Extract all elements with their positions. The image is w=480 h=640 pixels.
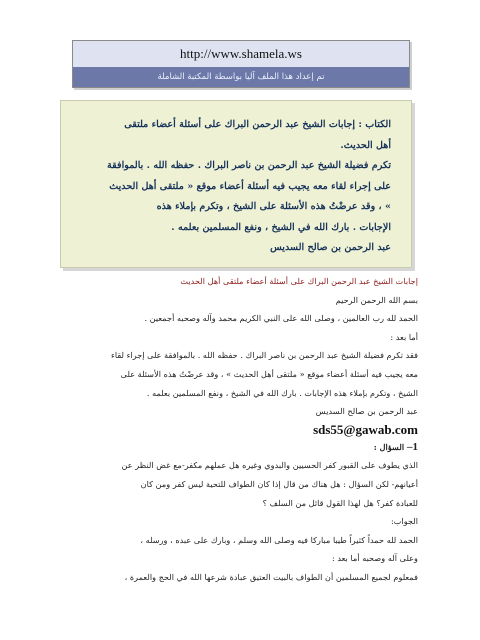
header-note: تم إعداد هذا الملف آليا بواسطة المكتبة الشاملة <box>73 67 409 87</box>
body-line: بسم الله الرحمن الرحيم <box>335 294 418 305</box>
body-line: معه يجيب فيه أسئلة أعضاء موقع « ملتقى أهل الحديث » ، وقد عرضْتُ هذه الأسئلة على <box>120 368 418 379</box>
info-line: على إجراء لقاء معه يجيب فيه أسئلة أعضاء موقع « ملتقى أهل الحديث <box>109 180 391 192</box>
info-line: الكتاب : إجابات الشيخ عبد الرحمن البراك على أسئلة أعضاء ملتقى <box>124 119 391 130</box>
question-line: الذي يطوف على القبور كفر الحسيين والبدوي وغيره هل عملهم مكفر-مع غض النظر عن <box>121 460 418 471</box>
question-dash: – <box>407 440 413 453</box>
info-line: أهل الحديث. <box>340 139 391 151</box>
body-line: أما بعد : <box>390 331 418 342</box>
question-label: السؤال : <box>373 441 405 452</box>
question-line: أعيانهم- لكن السؤال : هل هناك من قال إذا كان الطواف للتحية ليس كفر ومن كان <box>140 478 418 489</box>
info-line: » ، وقد عرضْتُ هذه الأسئلة على الشيخ ، وتكرم بإملاء هذه <box>156 201 391 212</box>
body-line: عبد الرحمن بن صالح السديس <box>315 406 418 417</box>
document-body <box>56 272 418 587</box>
answer-line: وعلى آله وصحبه أما بعد : <box>331 553 418 564</box>
header-box <box>72 40 410 88</box>
body-line: الحمد لله رب العالمين ، وصلى الله على النبي الكريم محمد وآله وصحبه أجمعين . <box>144 313 418 324</box>
info-line: الإجابات . بارك الله في الشيخ ، ونفع المسلمين بعلمه . <box>171 221 391 233</box>
question-heading <box>56 438 418 457</box>
author-email[interactable]: sds55@gawab.com <box>313 421 418 437</box>
body-line: فقد تكرم فضيلة الشيخ عبد الرحمن بن ناصر البراك . حفظه الله . بالموافقة على إجراء لقاء <box>110 350 418 361</box>
question-line: للعبادة كفر؟ هل لهذا القول قائل من السلف ؟ <box>262 497 418 508</box>
body-line: الشيخ ، وتكرم بإملاء هذه الإجابات . بارك الله في الشيخ ، ونفع المسلمين بعلمه . <box>146 387 418 398</box>
answer-label: الجواب: <box>390 516 418 527</box>
document-title: إجابات الشيخ عبد الرحمن البراك على أسئلة أعضاء ملتقى أهل الحديث <box>180 276 418 286</box>
book-info-box <box>60 100 412 268</box>
book-info-text <box>61 101 411 259</box>
answer-line: الحمد لله حمداً كثيراً طيبا مباركا فيه وصلى الله وسلم ، وبارك على عبده ، ورسله ، <box>140 534 418 545</box>
answer-line: فمعلوم لجميع المسلمين أن الطواف بالبيت العتيق عبادة شرعها الله في الحج والعمرة ، <box>124 571 418 582</box>
info-line: عبد الرحمن بن صالح السديس <box>270 242 391 253</box>
site-url[interactable]: http://www.shamela.ws <box>73 41 409 67</box>
question-number: 1 <box>412 440 418 453</box>
info-line: تكرم فضيلة الشيخ عبد الرحمن بن ناصر البراك . حفظه الله . بالموافقة <box>107 160 391 171</box>
